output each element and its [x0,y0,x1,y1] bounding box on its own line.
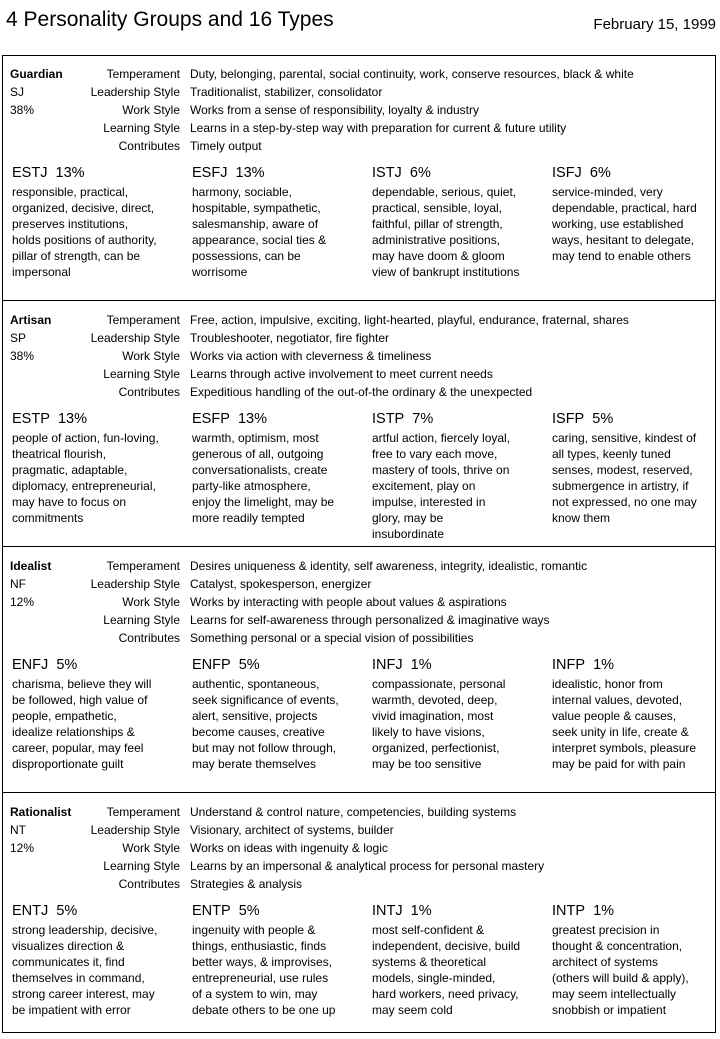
attr-work [72,347,712,365]
type-card [12,656,182,772]
type-card [552,656,720,772]
attr-label: Learning Style [103,121,180,135]
type-description: service-minded, very dependable, practical, hard working, use established ways, hesitant to delegate, may tend to enable others [552,185,697,263]
type-heading [372,164,542,182]
group-code: SJ [10,85,25,99]
attr-value: Understand & control nature, competencies, building systems [190,805,517,819]
type-percent: 7% [412,411,434,427]
type-percent: 5% [238,657,260,673]
group-percent: 38% [10,103,35,117]
type-code: ISTP [372,411,405,427]
attr-label: Temperament [106,313,180,327]
attr-value: Works on ideas with ingenuity & logic [190,841,388,855]
attr-value: Timely output [190,139,262,153]
attr-learning [72,119,712,137]
type-heading [12,410,182,428]
type-card [192,902,362,1018]
type-description: compassionate, personal warmth, devoted, deep, vivid imagination, most likely to have visions, organized, perfectionist, may be too sensitive [372,677,506,771]
attr-work [72,101,712,119]
type-code: ENFJ [12,657,49,673]
attr-label: Leadership Style [90,577,180,591]
type-percent: 1% [410,657,432,673]
type-code: INFJ [372,657,403,673]
type-code: INTJ [372,903,403,919]
attr-value: Learns for self-awareness through personalized & imaginative ways [190,613,550,627]
type-code: ESTJ [12,165,48,181]
group-code: NT [10,823,26,837]
attr-label: Contributes [118,139,180,153]
group-attributes [72,557,712,647]
type-heading [372,656,542,674]
attr-label: Contributes [118,631,180,645]
group-meta [10,311,70,365]
attr-leadership [72,821,712,839]
type-description: authentic, spontaneous, seek significance of events, alert, sensitive, projects become causes, creative but may not follow through, may berate themselves [192,677,339,771]
attr-label: Learning Style [103,859,180,873]
attr-label: Temperament [106,559,180,573]
group-percent: 12% [10,595,35,609]
type-description: most self-confident & independent, decisive, build systems & theoretical models, single-minded, hard workers, need privacy, may seem cold [372,923,521,1017]
attr-label: Contributes [118,385,180,399]
type-percent: 5% [56,657,78,673]
type-card [12,902,182,1018]
type-description: ingenuity with people & things, enthusiastic, finds better ways, & improvises, entrepreneurial, use rules of a system to win, may debate others to be one up [192,923,336,1017]
group-code: NF [10,577,26,591]
type-heading [552,410,720,428]
type-percent: 1% [593,903,615,919]
type-percent: 5% [592,411,614,427]
type-heading [12,902,182,920]
attr-temperament [72,803,712,821]
attr-temperament [72,65,712,83]
attr-label: Work Style [122,103,180,117]
type-description: dependable, serious, quiet, practical, sensible, loyal, faithful, pillar of strength, administrative positions, may have doom & gloom view of bankrupt institutions [372,185,520,279]
attr-value: Something personal or a special vision of possibilities [190,631,474,645]
attr-label: Leadership Style [90,85,180,99]
attr-leadership [72,83,712,101]
attr-learning [72,611,712,629]
type-description: responsible, practical, organized, decisive, direct, preserves institutions, holds positions of authority, pillar of strength, can be impersonal [12,185,157,279]
type-percent: 13% [57,411,87,427]
group-attributes [72,311,712,401]
attr-label: Learning Style [103,613,180,627]
attr-label: Work Style [122,349,180,363]
type-card [192,164,362,280]
type-code: ISTJ [372,165,402,181]
attr-label: Leadership Style [90,331,180,345]
type-description: warmth, optimism, most generous of all, outgoing conversationalists, create party-like atmosphere, enjoy the limelight, may be more readily tempted [192,431,335,525]
attr-contributes [72,629,712,647]
attr-value: Learns by an impersonal & analytical process for personal mastery [190,859,545,873]
type-heading [552,656,720,674]
document-date: February 15, 1999 [593,16,716,33]
attr-label: Work Style [122,841,180,855]
type-description: caring, sensitive, kindest of all types, keenly tuned senses, modest, reserved, submergence in artistry, if not expressed, no one may know them [552,431,697,525]
attr-value: Traditionalist, stabilizer, consolidator [190,85,383,99]
type-card [552,902,720,1018]
attr-work [72,839,712,857]
type-description: idealistic, honor from internal values, devoted, value people & causes, seek unity in life, create & interpret symbols, pleasure may be paid for with pain [552,677,697,771]
group-divider [2,792,716,793]
attr-label: Leadership Style [90,823,180,837]
attr-value: Strategies & analysis [190,877,303,891]
attr-value: Catalyst, spokesperson, energizer [190,577,372,591]
type-heading [372,410,542,428]
type-heading [552,164,720,182]
type-percent: 6% [409,165,431,181]
type-code: ENTP [192,903,231,919]
type-code: ESFP [192,411,230,427]
attr-value: Free, action, impulsive, exciting, light-hearted, playful, endurance, fraternal, shares [190,313,629,327]
attr-value: Duty, belonging, parental, social continuity, work, conserve resources, black & white [190,67,634,81]
type-heading [192,410,362,428]
type-description: charisma, believe they will be followed, high value of people, empathetic, idealize relationships & career, popular, may feel disproportionate guilt [12,677,152,771]
type-card [552,164,720,264]
group-code: SP [10,331,27,345]
attr-value: Learns in a step-by-step way with preparation for current & future utility [190,121,567,135]
type-heading [192,656,362,674]
group-percent: 12% [10,841,35,855]
type-percent: 5% [238,903,260,919]
attr-contributes [72,875,712,893]
type-code: ESTP [12,411,50,427]
type-card [372,902,542,1018]
type-description: artful action, fiercely loyal, free to vary each move, mastery of tools, thrive on excitement, play on impulse, interested in glory, may be insubordinate [372,431,511,541]
group-meta [10,557,70,611]
type-code: ENTJ [12,903,49,919]
group-percent: 38% [10,349,35,363]
group-meta [10,803,70,857]
type-code: ISFJ [552,165,582,181]
attr-learning [72,857,712,875]
attr-leadership [72,575,712,593]
type-percent: 13% [235,165,265,181]
type-heading [12,656,182,674]
type-percent: 5% [56,903,78,919]
type-code: ESFJ [192,165,228,181]
attr-value: Desires uniqueness & identity, self awareness, integrity, idealistic, romantic [190,559,588,573]
type-heading [552,902,720,920]
type-percent: 1% [593,657,615,673]
attr-value: Expeditious handling of the out-of-the ordinary & the unexpected [190,385,533,399]
attr-work [72,593,712,611]
type-description: strong leadership, decisive, visualizes direction & communicates it, find themselves in command, strong career interest, may be impatient with error [12,923,158,1017]
group-attributes [72,803,712,893]
attr-value: Learns through active involvement to meet current needs [190,367,493,381]
type-heading [372,902,542,920]
attr-value: Troubleshooter, negotiator, fire fighter [190,331,390,345]
type-card [372,164,542,280]
type-description: greatest precision in thought & concentration, architect of systems (others will build & apply), may seem intellectually snobbish or impatient [552,923,689,1017]
attr-label: Temperament [106,805,180,819]
type-card [12,410,182,526]
group-name: Guardian [10,67,63,81]
attr-label: Learning Style [103,367,180,381]
attr-temperament [72,557,712,575]
type-card [12,164,182,280]
type-description: people of action, fun-loving, theatrical flourish, pragmatic, adaptable, diplomacy, entrepreneurial, may have to focus on commitments [12,431,159,525]
type-percent: 13% [237,411,267,427]
attr-value: Works via action with cleverness & timeliness [190,349,432,363]
type-code: INTP [552,903,586,919]
attr-label: Work Style [122,595,180,609]
attr-label: Contributes [118,877,180,891]
attr-value: Works by interacting with people about values & aspirations [190,595,507,609]
type-card [552,410,720,526]
group-name: Rationalist [10,805,72,819]
type-code: ENFP [192,657,231,673]
type-card [192,656,362,772]
attr-label: Temperament [106,67,180,81]
group-divider [2,300,716,301]
attr-contributes [72,383,712,401]
type-card [372,656,542,772]
attr-value: Works from a sense of responsibility, loyalty & industry [190,103,479,117]
attr-learning [72,365,712,383]
group-meta [10,65,70,119]
type-heading [12,164,182,182]
type-description: harmony, sociable, hospitable, sympathetic, salesmanship, aware of appearance, social ties & possessions, can be worrisome [192,185,327,279]
attr-leadership [72,329,712,347]
type-percent: 1% [410,903,432,919]
attr-contributes [72,137,712,155]
group-divider [2,546,716,547]
attr-value: Visionary, architect of systems, builder [190,823,394,837]
type-card [192,410,362,526]
type-code: ISFP [552,411,585,427]
type-code: INFP [552,657,586,673]
type-heading [192,164,362,182]
type-percent: 13% [55,165,85,181]
group-name: Idealist [10,559,52,573]
type-card [372,410,542,542]
type-percent: 6% [589,165,611,181]
group-attributes [72,65,712,155]
group-name: Artisan [10,313,52,327]
attr-temperament [72,311,712,329]
page-title: 4 Personality Groups and 16 Types [6,8,334,31]
type-heading [192,902,362,920]
